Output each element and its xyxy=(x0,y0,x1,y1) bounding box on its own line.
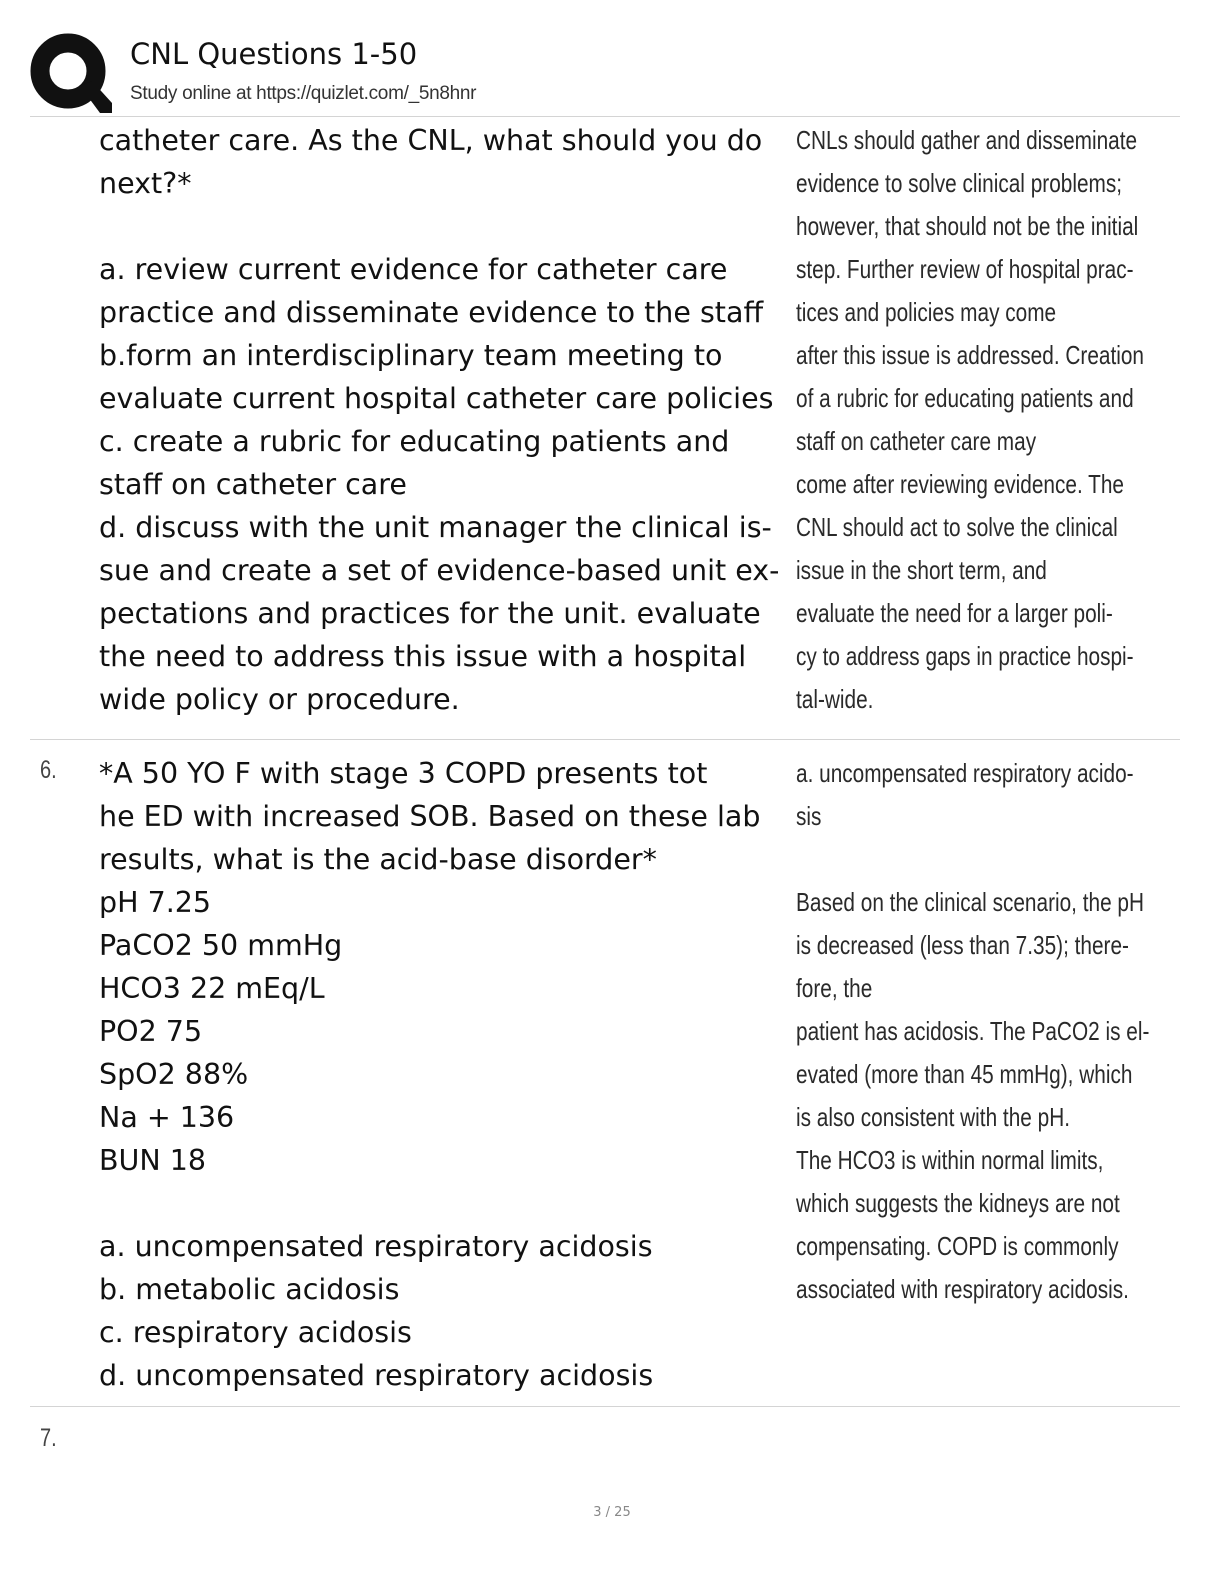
header-divider xyxy=(30,116,1180,117)
answer-line xyxy=(796,838,1108,881)
question-line: PaCO2 50 mmHg xyxy=(99,929,343,962)
question-line: SpO2 88% xyxy=(99,1058,249,1091)
question-line: evaluate current hospital catheter care policies xyxy=(99,382,774,415)
question-line: HCO3 22 mEq/L xyxy=(99,972,325,1005)
answer-line: is also consistent with the pH. xyxy=(796,1102,1070,1132)
card-6-answer xyxy=(796,752,1150,1311)
question-line: he ED with increased SOB. Based on these lab xyxy=(99,800,761,833)
answer-line: come after reviewing evidence. The xyxy=(796,469,1124,499)
question-line: BUN 18 xyxy=(99,1144,207,1177)
question-line: b. metabolic acidosis xyxy=(99,1273,400,1306)
question-line: pH 7.25 xyxy=(99,886,212,919)
question-line: b.form an interdisciplinary team meeting to xyxy=(99,339,723,372)
answer-line: sis xyxy=(796,801,822,831)
answer-line: step. Further review of hospital prac- xyxy=(796,254,1134,284)
answer-line: cy to address gaps in practice hospi- xyxy=(796,641,1134,671)
question-line xyxy=(99,205,799,248)
answer-line: associated with respiratory acidosis. xyxy=(796,1274,1129,1304)
answer-line: Based on the clinical scenario, the pH xyxy=(796,887,1145,917)
answer-line: however, that should not be the initial xyxy=(796,211,1139,241)
page-title: CNL Questions 1-50 xyxy=(130,37,418,71)
question-line xyxy=(99,1182,799,1225)
study-link[interactable]: Study online at https://quizlet.com/_5n8hnr xyxy=(130,83,477,104)
answer-line: The HCO3 is within normal limits, xyxy=(796,1145,1104,1175)
question-line: catheter care. As the CNL, what should you do xyxy=(99,124,763,157)
answer-line: issue in the short term, and xyxy=(796,555,1047,585)
question-line: staff on catheter care xyxy=(99,468,407,501)
answer-line: compensating. COPD is commonly xyxy=(796,1231,1119,1261)
card-divider xyxy=(30,1406,1180,1407)
question-line: *A 50 YO F with stage 3 COPD presents tot xyxy=(99,757,708,790)
answer-line: evidence to solve clinical problems; xyxy=(796,168,1123,198)
question-line: PO2 75 xyxy=(99,1015,203,1048)
question-line: a. review current evidence for catheter care xyxy=(99,253,728,286)
question-line: c. create a rubric for educating patients and xyxy=(99,425,730,458)
card-5-answer xyxy=(796,119,1144,721)
answer-line: CNL should act to solve the clinical xyxy=(796,512,1118,542)
card-divider xyxy=(30,739,1180,740)
card-7-number: 7. xyxy=(40,1424,57,1452)
answer-line: fore, the xyxy=(796,973,873,1003)
answer-line: which suggests the kidneys are not xyxy=(796,1188,1120,1218)
answer-line: patient has acidosis. The PaCO2 is el- xyxy=(796,1016,1150,1046)
answer-line: a. uncompensated respiratory acido- xyxy=(796,758,1134,788)
question-line: practice and disseminate evidence to the staff xyxy=(99,296,764,329)
answer-line: evated (more than 45 mmHg), which xyxy=(796,1059,1133,1089)
quizlet-logo-icon xyxy=(30,33,112,115)
answer-line: after this issue is addressed. Creation xyxy=(796,340,1144,370)
question-line: results, what is the acid-base disorder* xyxy=(99,843,657,876)
card-6-question xyxy=(99,752,799,1397)
page-number: 3 / 25 xyxy=(593,1505,631,1520)
question-line: d. discuss with the unit manager the clinical is- xyxy=(99,511,772,544)
answer-line: tal-wide. xyxy=(796,684,874,714)
answer-line: tices and policies may come xyxy=(796,297,1057,327)
question-line: Na + 136 xyxy=(99,1101,235,1134)
answer-line: evaluate the need for a larger poli- xyxy=(796,598,1113,628)
question-line: sue and create a set of evidence-based unit ex- xyxy=(99,554,780,587)
answer-line: is decreased (less than 7.35); there- xyxy=(796,930,1129,960)
question-line: wide policy or procedure. xyxy=(99,683,460,716)
answer-line: staff on catheter care may xyxy=(796,426,1037,456)
question-line: d. uncompensated respiratory acidosis xyxy=(99,1359,654,1392)
question-line: a. uncompensated respiratory acidosis xyxy=(99,1230,653,1263)
answer-line: of a rubric for educating patients and xyxy=(796,383,1134,413)
question-line: next?* xyxy=(99,167,192,200)
page-header xyxy=(30,33,1190,113)
question-line: the need to address this issue with a hospital xyxy=(99,640,747,673)
question-line: c. respiratory acidosis xyxy=(99,1316,412,1349)
answer-line: CNLs should gather and disseminate xyxy=(796,125,1138,155)
question-line: pectations and practices for the unit. evaluate xyxy=(99,597,761,630)
card-6-number: 6. xyxy=(40,756,57,784)
card-5-question xyxy=(99,119,799,721)
